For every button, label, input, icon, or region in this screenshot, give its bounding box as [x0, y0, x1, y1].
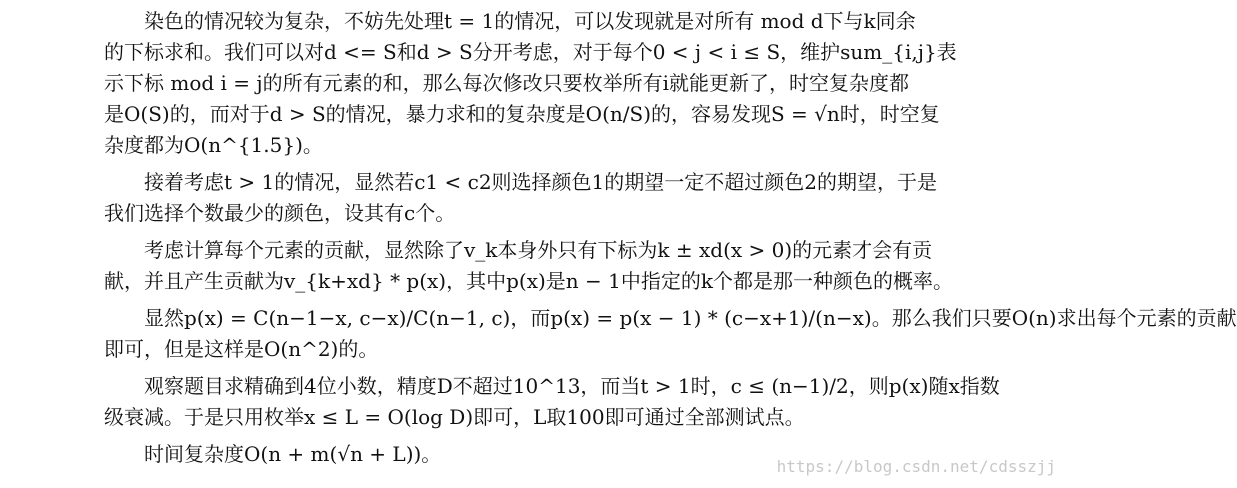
- paragraph-5-line-2: 级衰减。于是只用枚举x ≤ L = O(log D)即可，L取100即可通过全部测试点。: [104, 405, 805, 429]
- paragraph-2-line-2: 我们选择个数最少的颜色，设其有c个。: [104, 201, 456, 225]
- paragraph-2-line-1: 接着考虑t > 1的情况，显然若c1 < c2则选择颜色1的期望一定不超过颜色2的期望，于是: [144, 170, 938, 194]
- paragraph-6-line-1: 时间复杂度O(n + m(√n + L))。: [144, 442, 442, 466]
- paragraph-4-line-2: 即可，但是这样是O(n^2)的。: [104, 337, 379, 361]
- paragraph-1-line-4: 是O(S)的，而对于d > S的情况，暴力求和的复杂度是O(n/S)的，容易发现S = √n时，时空复: [104, 102, 940, 126]
- paragraph-5-line-1: 观察题目求精确到4位小数，精度D不超过10^13，而当t > 1时，c ≤ (n−1)/2，则p(x)随x指数: [144, 374, 1000, 398]
- paragraph-3-line-1: 考虑计算每个元素的贡献，显然除了v_k本身外只有下标为k ± xd(x > 0)的元素才会有贡: [144, 238, 933, 262]
- paragraph-1-line-5: 杂度都为O(n^{1.5})。: [104, 133, 323, 157]
- paragraph-1-line-1: 染色的情况较为复杂，不妨先处理t = 1的情况，可以发现就是对所有 mod d下与k同余: [144, 9, 916, 33]
- watermark-url: https://blog.csdn.net/cdsszjj: [776, 457, 1056, 476]
- paragraph-4-line-1: 显然p(x) = C(n−1−x, c−x)/C(n−1, c)，而p(x) = p(x − 1) * (c−x+1)/(n−x)。那么我们只要O(n)求出每个元素的贡献: [144, 306, 1237, 330]
- paragraph-3-line-2: 献，并且产生贡献为v_{k+xd} * p(x)，其中p(x)是n − 1中指定的k个都是那一种颜色的概率。: [104, 269, 953, 293]
- paragraph-1-line-3: 示下标 mod i = j的所有元素的和，那么每次修改只要枚举所有i就能更新了，时空复杂度都: [104, 71, 909, 95]
- paragraph-1-line-2: 的下标求和。我们可以对d <= S和d > S分开考虑，对于每个0 < j < i ≤ S，维护sum_{i,j}表: [104, 40, 957, 64]
